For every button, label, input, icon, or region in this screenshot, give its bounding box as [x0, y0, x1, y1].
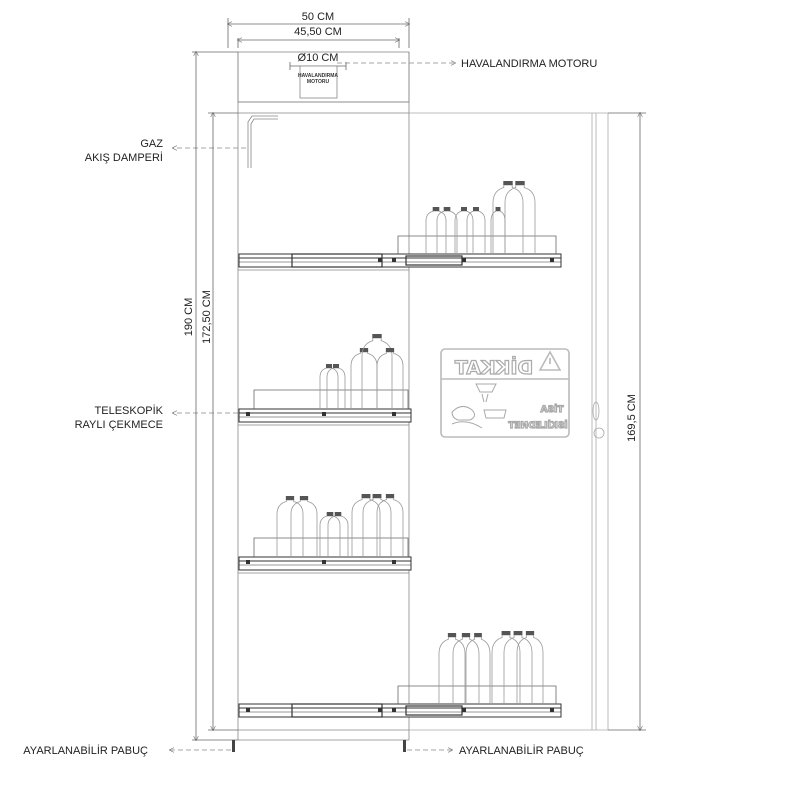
door-height-label: 169,5 CM: [626, 394, 638, 442]
foot-right-label: AYARLANABİLİR PABUÇ: [459, 745, 584, 757]
warning-line1: TİSA: [540, 405, 564, 415]
bottle-icon: [467, 207, 485, 253]
bottle-icon: [505, 181, 535, 253]
adjustable-feet: [232, 740, 406, 752]
gas-damper-label-line1: GAZ: [140, 138, 163, 150]
bottle-icon: [493, 181, 523, 253]
bottle-icon: [517, 631, 543, 703]
corrosive-pictogram-icon: [452, 384, 506, 428]
bottle-icon: [426, 207, 446, 253]
drawer-label-line1: TELESKOPİK: [94, 405, 163, 417]
bottle-icon: [504, 631, 532, 703]
cabinet-body: [238, 52, 409, 740]
warning-title: DİKKAT: [454, 357, 534, 379]
fan-motor-label: HAVALANDIRMA MOTORU: [461, 58, 598, 70]
bottle-icon: [455, 207, 473, 253]
drawer-2: [239, 390, 411, 422]
bottle-icon: [437, 207, 457, 253]
fan-motor-box-line1: HAVALANDIRMA: [297, 73, 339, 79]
body-height-label: 172,50 CM: [201, 290, 213, 344]
total-height-label: 190 CM: [183, 297, 195, 337]
bottle-icon: [492, 631, 520, 703]
outer-width-label: 50 CM: [301, 11, 335, 23]
drawer-4: [239, 686, 561, 717]
duct-diameter-label: Ø10 CM: [297, 52, 339, 64]
bottle-icon: [466, 633, 490, 703]
bottle-icon: [277, 496, 303, 556]
warning-sign: [441, 349, 569, 437]
gas-damper-label-line2: AKIŞ DAMPERİ: [84, 152, 163, 164]
gas-damper: [248, 116, 278, 168]
fan-motor-box-line2: MOTORU: [306, 79, 330, 85]
inner-width-label: 45,50 CM: [294, 26, 342, 38]
drawer-1: [239, 236, 561, 267]
foot-left-label: AYARLANABİLİR PABUÇ: [23, 745, 148, 757]
drawer-3: [239, 538, 411, 570]
bottle-icon: [377, 494, 403, 556]
bottle-icon: [439, 633, 465, 703]
left-dimensions: [192, 52, 238, 740]
warning-line2: İSKİLEDNET: [508, 421, 568, 431]
bottle-icon: [351, 348, 377, 408]
bottle-icon: [291, 496, 317, 556]
bottle-icon: [377, 348, 403, 408]
fan-motor: [298, 66, 338, 98]
drawer-label-line2: RAYLI ÇEKMECE: [74, 419, 163, 431]
